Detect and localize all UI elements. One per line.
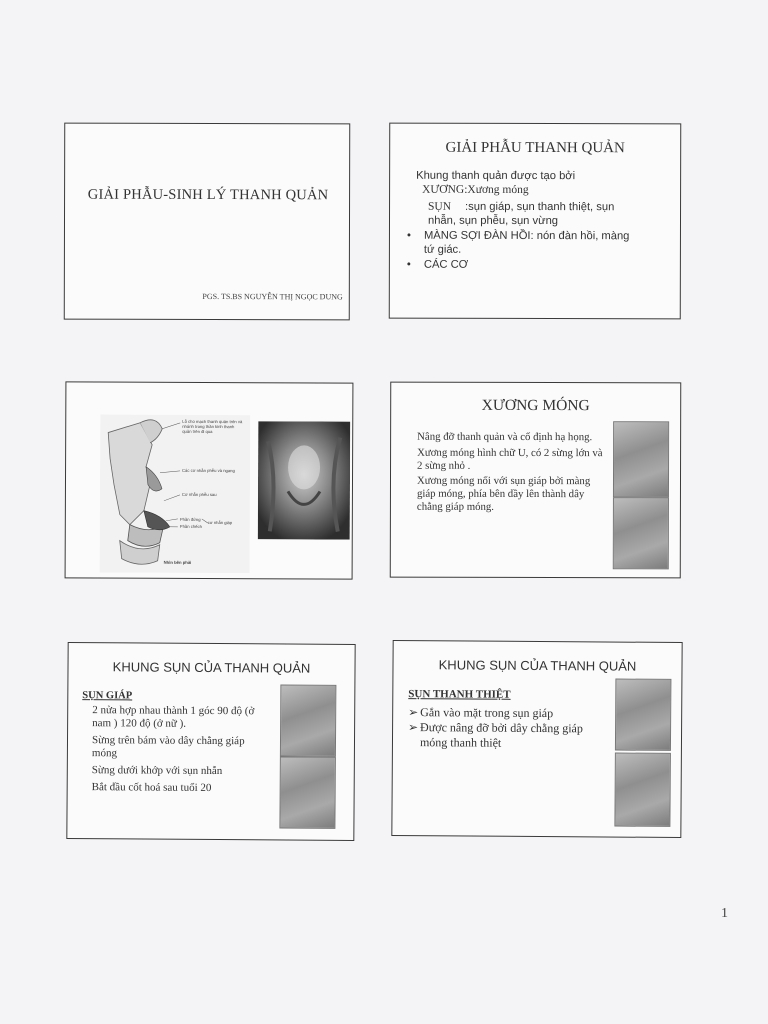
slide-6-heading: KHUNG SỤN CỦA THANH QUẢN [438, 657, 637, 674]
bone-value: :Xương móng [464, 183, 529, 196]
label-vertical-part: Phần đứng [179, 516, 201, 522]
slide-5-item-4: Bắt đầu cốt hoá sau tuổi 20 [91, 781, 212, 795]
slide-2-bullet-2: • CÁC CƠ [398, 259, 674, 273]
thyroid-thumbnail-1 [280, 684, 337, 756]
larynx-drawing [100, 415, 251, 574]
bone-label: XƯƠNG [422, 183, 465, 196]
slide-5-thyroid [66, 642, 355, 841]
slide-6-item-2 [408, 720, 608, 750]
label-cricoarytenoid: Các cơ nhẫn phễu và ngang [182, 467, 235, 474]
slide-4-paragraph-1: Nâng đỡ thanh quản và cố định hạ họng. [417, 430, 593, 444]
slide-6-epiglottis [391, 640, 682, 838]
cartilage-value-2: nhẫn, sụn phễu, sụn vừng [427, 214, 559, 227]
arrow-bullet-icon: ➢ [408, 720, 419, 735]
slide-2-bullet-1 [398, 230, 674, 258]
hyoid-thumbnail-2 [613, 497, 669, 569]
slide-2-body [398, 170, 674, 273]
arrow-bullet-icon: ➢ [408, 704, 419, 719]
slide-4-hyoid [390, 382, 682, 579]
slide-5-item-3: Sừng dưới khớp với sụn nhẫn [91, 764, 223, 778]
epiglottis-thumbnail-2 [614, 753, 671, 827]
slide-4-paragraph-2: Xương móng hình chữ U, có 2 sừng lớn và 2 sừng nhỏ . [417, 446, 603, 472]
slide-5-body [82, 689, 273, 799]
slide-2-bone-line [398, 183, 674, 197]
label-posterior-cricoarytenoid: Cơ nhẫn phễu sau [181, 491, 217, 498]
slide-2-anatomy [389, 123, 682, 320]
label-right-view: Nhìn bên phải [163, 559, 192, 565]
slide-3-illustrations [65, 381, 354, 579]
slide-1-title [64, 123, 351, 321]
label-oblique-part: Phần chếch [179, 523, 202, 529]
slide-4-body [417, 431, 605, 517]
slide-1-author: PGS. TS.BS NGUYỄN THỊ NGỌC DUNG [202, 291, 343, 302]
label-vessel-opening: Lỗ cho mạch thanh quản trên và nhánh trong thần kinh thanh quản trên đi qua [182, 418, 243, 435]
cartilage-label: SỤN [428, 200, 452, 213]
slide-6-item-1-text: Gắn vào mặt trong sụn giáp [420, 704, 554, 720]
hyoid-thumbnail-1 [613, 421, 669, 497]
slide-5-subheading: SỤN GIÁP [82, 690, 133, 702]
slide-5-item-2: Sừng trên bám vào dây chằng giáp móng [91, 734, 245, 760]
slide-5-heading: KHUNG SỤN CỦA THANH QUẢN [112, 659, 311, 676]
label-cricothyroid: cơ nhẫn giáp [207, 519, 233, 526]
slide-1-heading: GIẢI PHẪU-SINH LÝ THANH QUẢN [87, 186, 329, 204]
slide-6-item-1 [408, 705, 608, 721]
bullet-1-line-2: tứ giác. [423, 243, 462, 256]
slide-6-subheading: SỤN THANH THIỆT [408, 688, 511, 701]
larynx-endoscopy-photo [258, 421, 351, 539]
slide-2-intro: Khung thanh quản được tạo bởi [416, 169, 576, 183]
slide-6-item-2-text: Được nâng đỡ bởi dây chằng giáp móng thanh thiệt [419, 720, 583, 750]
slide-4-paragraph-3: Xương móng nối với sụn giáp bởi màng giáp móng, phía bên dầy lên thành dây chằng giáp móng. [416, 475, 591, 513]
slide-6-body [408, 687, 608, 751]
cartilage-value: :sụn giáp, sụn thanh thiệt, sụn [465, 200, 615, 214]
slide-2-cartilage-line [398, 201, 674, 215]
thyroid-thumbnail-2 [279, 756, 336, 828]
slide-5-item-1: 2 nửa hợp nhau thành 1 góc 90 độ (ở nam ) 120 độ (ở nữ ). [92, 704, 255, 730]
epiglottis-thumbnail-1 [615, 679, 672, 751]
slide-2-heading: GIẢI PHẪU THANH QUẢN [445, 139, 625, 157]
page-number: 1 [721, 906, 728, 921]
slide-4-heading: XƯƠNG MÓNG [481, 396, 590, 415]
bullet-1-line-1: MÀNG SỢI ĐÀN HỒI: nón đàn hồi, màng [423, 229, 630, 243]
